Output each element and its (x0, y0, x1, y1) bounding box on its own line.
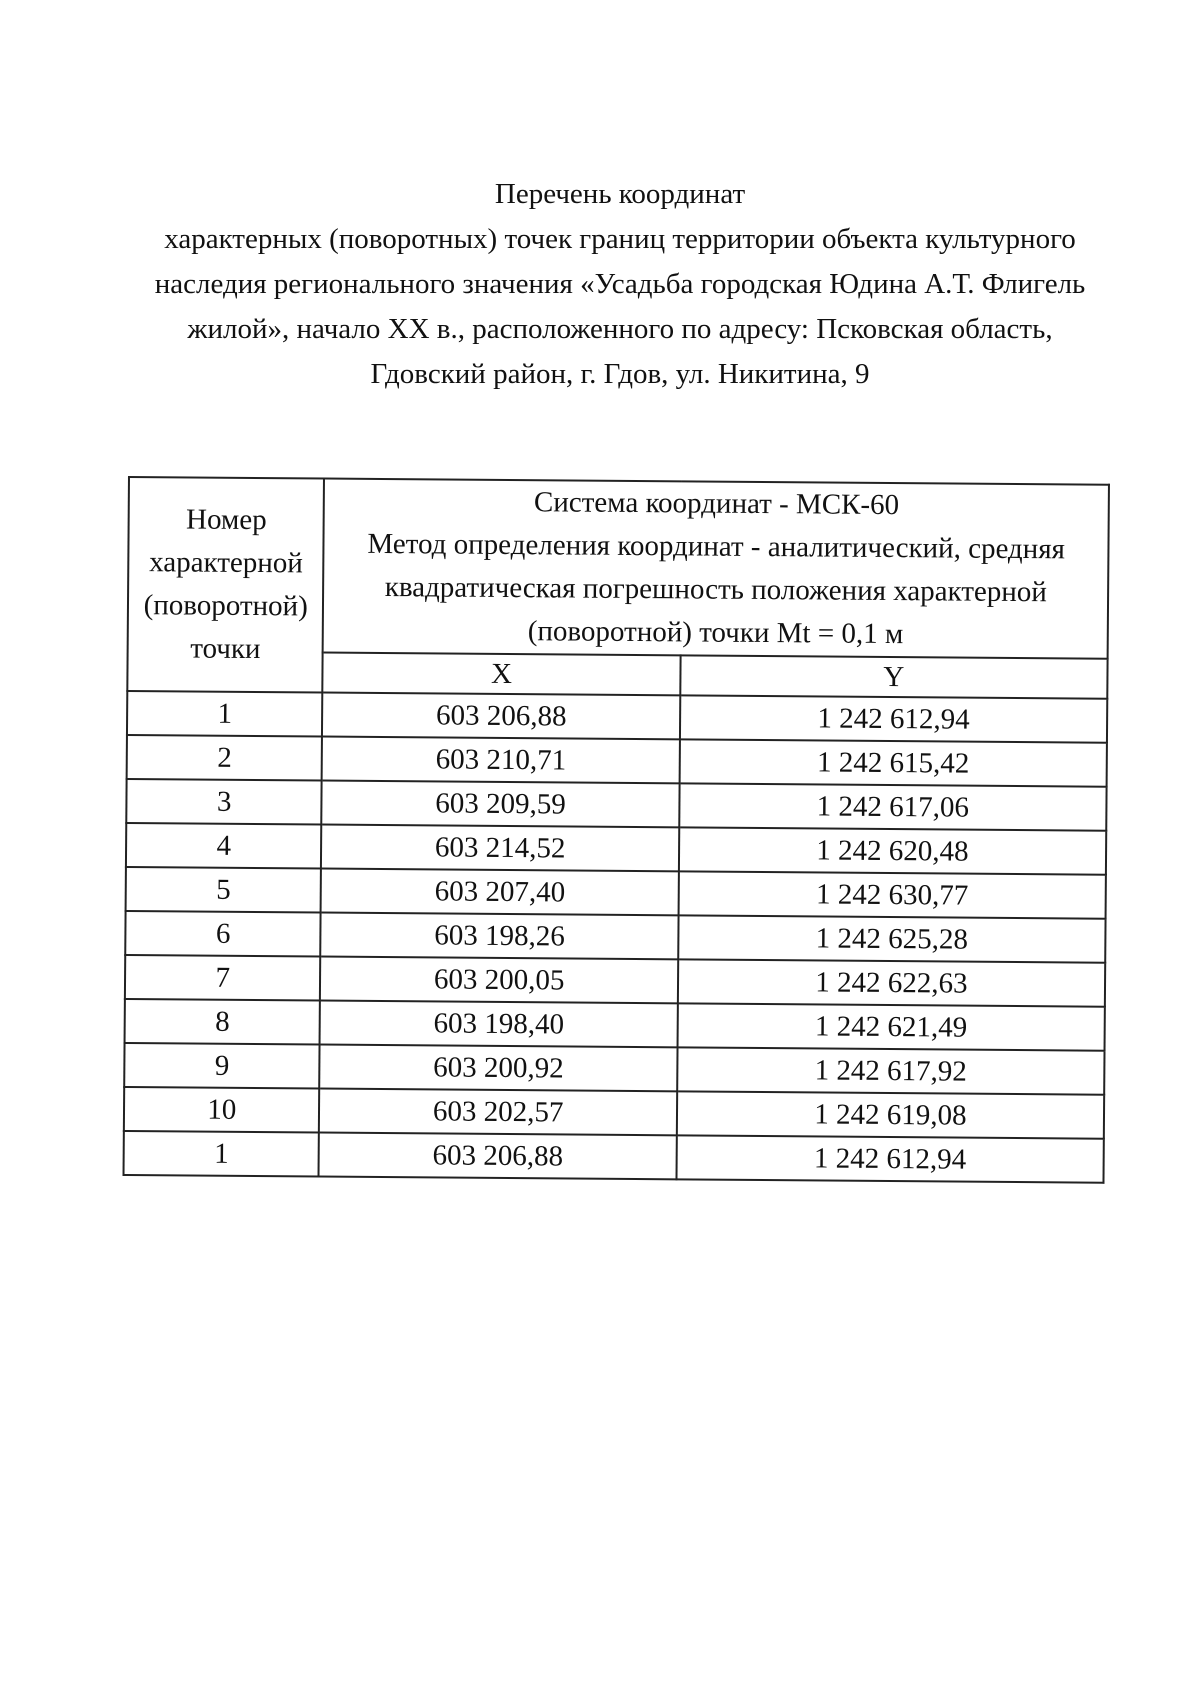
table-row (127, 691, 1107, 743)
table-row (124, 1087, 1104, 1139)
table-body (124, 691, 1108, 1183)
title-line-4: жилой», начало XX в., расположенного по адресу: Псковская область, (187, 313, 1053, 345)
x-column-header: X (323, 653, 681, 696)
x-cell: 603 198,40 (320, 1001, 678, 1048)
point-number-cell: 4 (126, 823, 322, 869)
table-row (125, 999, 1105, 1051)
system-header-line: Метод определения координат - аналитический, средняя (367, 527, 1066, 566)
point-header-line: Номер (185, 503, 267, 537)
point-header-line: (поворотной) (143, 589, 308, 623)
title-line-1: Перечень координат (494, 178, 746, 210)
x-cell: 603 200,92 (320, 1045, 678, 1092)
table-row (126, 867, 1106, 919)
y-cell: 1 242 612,94 (676, 1135, 1104, 1182)
point-header-line: точки (190, 632, 261, 666)
point-number-cell: 2 (127, 735, 323, 781)
y-cell: 1 242 612,94 (680, 695, 1108, 742)
title-line-5: Гдовский район, г. Гдов, ул. Никитина, 9 (370, 358, 870, 390)
x-cell: 603 214,52 (321, 825, 679, 872)
table-row (124, 1043, 1104, 1095)
table-row (124, 1131, 1104, 1183)
y-cell: 1 242 625,28 (678, 915, 1106, 962)
point-number-cell: 8 (125, 999, 321, 1045)
table-row (126, 823, 1106, 875)
point-number-cell: 5 (126, 867, 322, 913)
x-cell: 603 198,26 (321, 913, 679, 960)
point-number-cell: 9 (124, 1043, 320, 1089)
title-line-3: наследия регионального значения «Усадьба городская Юдина А.Т. Флигель (154, 268, 1086, 300)
y-cell: 1 242 619,08 (677, 1091, 1105, 1138)
coordinates-table (123, 476, 1110, 1184)
document-title (120, 172, 1120, 397)
x-cell: 603 202,57 (319, 1089, 677, 1136)
system-header-line: (поворотной) точки Mt = 0,1 м (527, 615, 904, 651)
table-header (127, 477, 1109, 699)
y-cell: 1 242 615,42 (679, 739, 1107, 786)
point-number-cell: 1 (124, 1131, 320, 1177)
y-cell: 1 242 617,92 (677, 1047, 1105, 1094)
y-cell: 1 242 620,48 (679, 827, 1107, 874)
point-number-cell: 6 (125, 911, 321, 957)
coordinate-system-header (323, 479, 1109, 659)
y-cell: 1 242 622,63 (678, 959, 1106, 1006)
system-header-line: Система координат - МСК-60 (533, 486, 900, 522)
y-cell: 1 242 617,06 (679, 783, 1107, 830)
system-header-line: квадратическая погрешность положения характерной (384, 571, 1048, 609)
x-cell: 603 206,88 (319, 1133, 677, 1180)
table-row (125, 911, 1105, 963)
table-row (125, 955, 1105, 1007)
point-header-line: характерной (149, 546, 304, 580)
point-number-cell: 10 (124, 1087, 320, 1133)
point-number-cell: 7 (125, 955, 321, 1001)
x-cell: 603 200,05 (320, 957, 678, 1004)
table-row (126, 779, 1106, 831)
y-cell: 1 242 621,49 (677, 1003, 1105, 1050)
point-number-cell: 3 (126, 779, 322, 825)
x-cell: 603 206,88 (322, 693, 680, 740)
x-cell: 603 210,71 (322, 737, 680, 784)
x-cell: 603 207,40 (321, 869, 679, 916)
x-cell: 603 209,59 (322, 781, 680, 828)
y-cell: 1 242 630,77 (678, 871, 1106, 918)
table-row (127, 735, 1107, 787)
title-line-2: характерных (поворотных) точек границ территории объекта культурного (164, 223, 1076, 255)
point-number-header (127, 477, 324, 693)
y-column-header: Y (680, 655, 1107, 698)
point-number-cell: 1 (127, 691, 323, 737)
